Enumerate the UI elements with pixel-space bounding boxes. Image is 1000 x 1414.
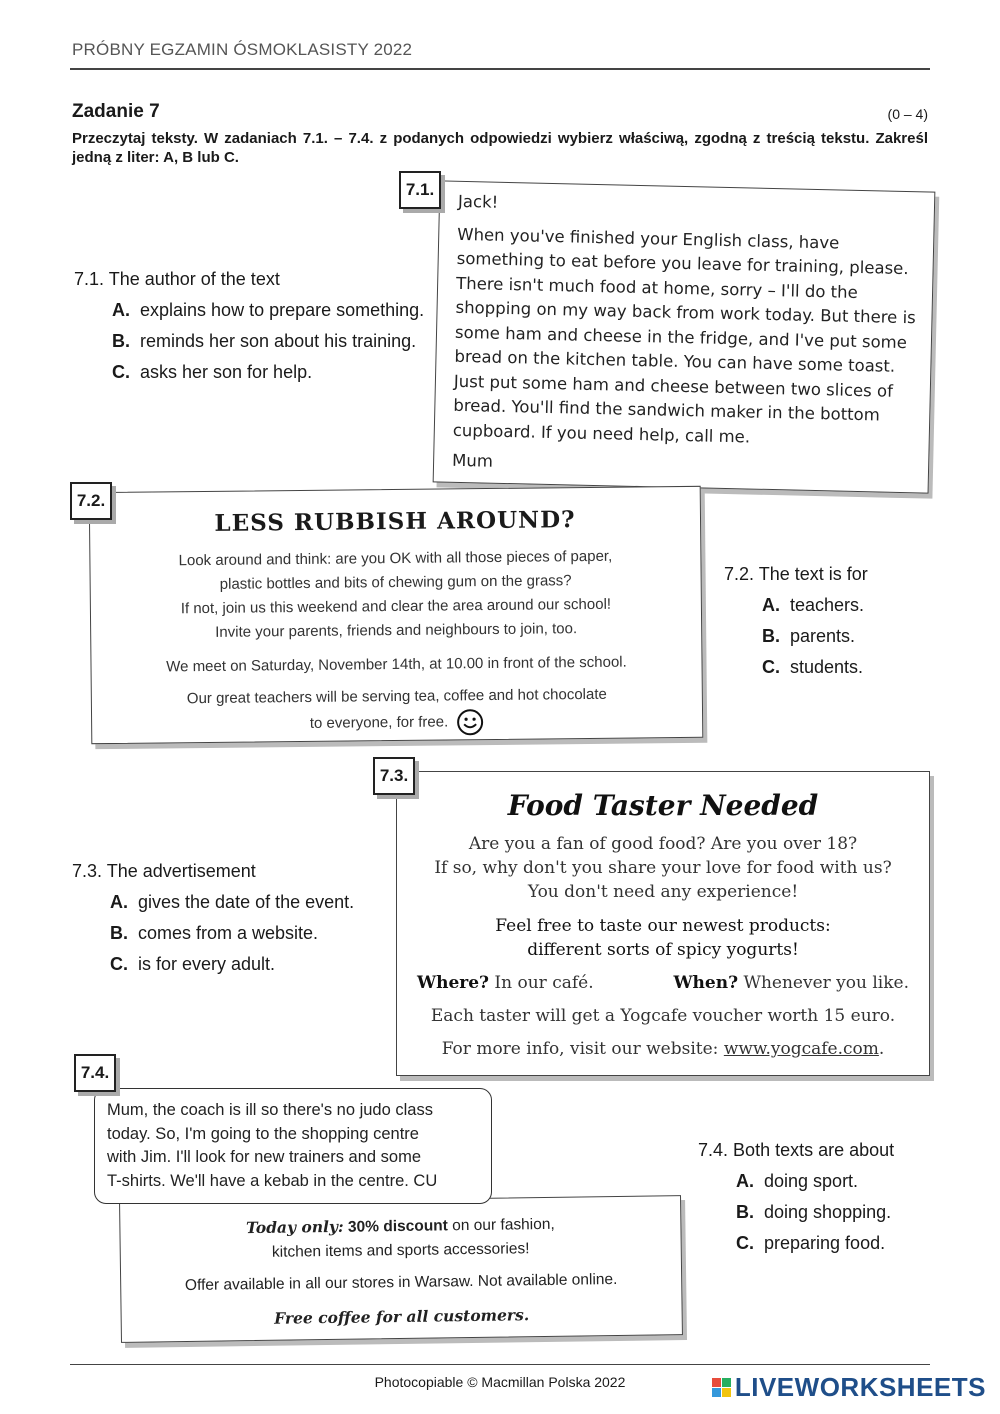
option-a[interactable]: A. teachers. — [762, 595, 865, 615]
option-c[interactable]: C. is for every adult. — [110, 954, 276, 974]
message-line: T-shirts. We'll have a kebab in the centre. CU — [107, 1171, 438, 1190]
ad-headline: Food Taster Needed — [507, 789, 819, 822]
question-stem: The advertisement — [106, 861, 256, 881]
text-label-7-2: 7.2. — [70, 482, 112, 520]
poster-headline: LESS RUBBISH AROUND? — [214, 506, 576, 537]
question-7-4 — [698, 1140, 988, 1264]
option-a[interactable]: A. explains how to prepare something. — [112, 300, 425, 320]
today-only: Today only: — [245, 1216, 344, 1238]
text-label-7-4: 7.4. — [74, 1054, 116, 1092]
website-link[interactable]: www.yogcafe.com — [723, 1039, 879, 1059]
ad-info: For more info, visit our website: www.yogcafe.com. — [441, 1039, 885, 1059]
ad-line: Are you a fan of good food? Are you over 18? — [468, 834, 858, 854]
question-7-2 — [724, 564, 974, 688]
message-line: Mum, the coach is ill so there's no judo class — [107, 1101, 433, 1119]
message-line: with Jim. I'll look for new trainers and some — [107, 1148, 422, 1166]
note-greeting: Jack! — [457, 191, 499, 212]
ad-products: different sorts of spicy yogurts! — [527, 940, 799, 960]
ad-when: When? Whenever you like. — [673, 973, 909, 993]
option-c[interactable]: C. students. — [762, 657, 864, 677]
option-a[interactable]: A. doing sport. — [736, 1171, 859, 1191]
ad-offer: Offer available in all our stores in Warsaw. Not available online. — [184, 1270, 618, 1295]
poster-line: Our great teachers will be serving tea, coffee and hot chocolate — [186, 685, 607, 708]
liveworksheets-logo: LIVEWORKSHEETS — [712, 1372, 986, 1403]
poster-line: Invite your parents, friends and neighbours to join, too. — [215, 620, 578, 641]
question-number: 7.1. — [74, 269, 105, 289]
poster-line: If not, join us this weekend and clear the area around our school! — [180, 595, 612, 618]
question-number: 7.3. — [72, 861, 103, 881]
footer-rule — [70, 1364, 930, 1365]
option-b[interactable]: B. parents. — [762, 626, 856, 646]
ad-line: on our fashion, — [452, 1215, 555, 1235]
question-number: 7.4. — [698, 1140, 729, 1160]
text-message-bubble — [94, 1088, 492, 1204]
question-7-3 — [72, 861, 392, 985]
liveworksheets-icon — [712, 1378, 731, 1397]
option-c[interactable]: C. asks her son for help. — [112, 362, 313, 382]
option-b[interactable]: B. reminds her son about his training. — [112, 331, 417, 351]
task-title: Zadanie 7 — [72, 101, 160, 122]
message-line: today. So, I'm going to the shopping centre — [107, 1124, 419, 1143]
ad-line: If so, why don't you share your love for food with us? — [434, 858, 892, 878]
ad-card — [396, 771, 930, 1076]
question-number: 7.2. — [724, 564, 755, 584]
ad-free-coffee: Free coffee for all customers. — [274, 1305, 530, 1328]
text-label-7-3: 7.3. — [373, 757, 415, 795]
discount: 30% discount — [347, 1217, 449, 1236]
poster-line: Look around and think: are you OK with all those pieces of paper, — [178, 547, 613, 570]
question-7-1 — [74, 269, 434, 393]
ad-line: You don't need any experience! — [527, 882, 799, 902]
poster-line: to everyone, for free. — [309, 713, 449, 732]
question-stem: The text is for — [758, 564, 868, 584]
footer-copyright: Photocopiable © Macmillan Polska 2022 — [374, 1374, 626, 1390]
discount-ad-card — [119, 1195, 683, 1343]
ad-where: Where? In our café. — [417, 973, 594, 993]
poster-meeting: We meet on Saturday, November 14th, at 10.00 in front of the school. — [166, 653, 627, 676]
option-a[interactable]: A. gives the date of the event. — [110, 892, 355, 912]
option-c[interactable]: C. preparing food. — [736, 1233, 886, 1253]
ad-line: kitchen items and sports accessories! — [271, 1240, 530, 1261]
task-points: (0 – 4) — [887, 106, 928, 122]
poster-card — [89, 486, 704, 744]
exam-header: PRÓBNY EGZAMIN ÓSMOKLASISTY 2022 — [72, 40, 413, 59]
ad-products: Feel free to taste our newest products: — [495, 916, 831, 936]
ad-voucher: Each taster will get a Yogcafe voucher worth 15 euro. — [430, 1006, 896, 1026]
smiley-icon — [456, 708, 484, 736]
header-rule — [70, 68, 930, 70]
poster-line: plastic bottles and bits of chewing gum on the grass? — [219, 572, 572, 593]
text-label-7-1: 7.1. — [399, 171, 441, 209]
option-b[interactable]: B. doing shopping. — [736, 1202, 892, 1222]
question-stem: Both texts are about — [733, 1140, 895, 1160]
note-card — [433, 180, 936, 493]
note-body: When you've finished your English class, have something to eat before you leave for training, please. There isn't much food at home, sorry – I'll do the shopping on my way back from work today. But there is some ham and cheese in the fridge, and I've put some bread on the kitchen table. You can have some toast. Just put some ham and cheese between two slices of bread. You'll find the sandwich maker in the bottom cupboard. If you need help, call me. — [452, 224, 916, 447]
note-signature: Mum — [451, 450, 494, 471]
task-instructions: Przeczytaj teksty. W zadaniach 7.1. – 7.4. z podanych odpowiedzi wybierz właściwą, zgodną z treścią tekstu. Zakreśl jedną z liter: A, B lub C. — [72, 130, 928, 166]
question-stem: The author of the text — [108, 269, 280, 289]
option-b[interactable]: B. comes from a website. — [110, 923, 319, 943]
